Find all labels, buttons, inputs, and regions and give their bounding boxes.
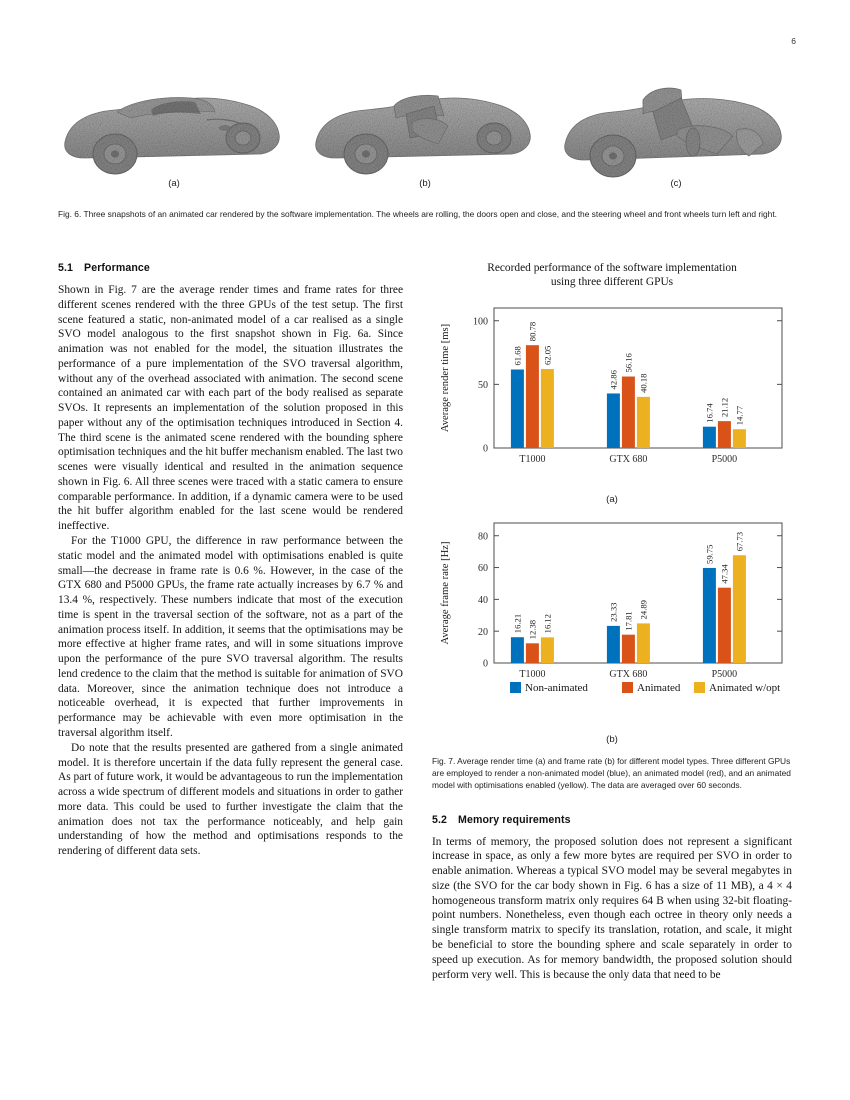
paragraph: For the T1000 GPU, the difference in raw performance between the static model and the animated model with optimisations enabled is quite small—the decrease in frame rate is 0.6 %. However, in the case of the GTX 680 and P5000 GPUs, the frame rate actually increases by 6.7 % and 13.4 %, respectively. These numbers indicate that most of the execution time is spent in the traversal section of the software, not as a part of the animation process itself. In addition, it seems that the optimisations may be more effective at higher frame rates, and will in some situations improve upon the performance of the pure SVO traversal algorithm. The results lend credence to the claim that the method is suitable for animation of SVO data. Moreover, since the animation technique does not introduce a noticeable overhead, it is expected that further improvements in performance may be achievable with even more optimisation in the traversal algorithm itself. [58, 535, 403, 739]
page-number: 6 [791, 36, 796, 46]
svg-text:T1000: T1000 [519, 668, 546, 680]
section-heading-memory [432, 814, 792, 826]
paragraph: Shown in Fig. 7 are the average render times and frame rates for three different scenes rendered with the three GPUs of the test setup. The first scene featured a static, non-animated model of a car realised as a single SVO model analogous to the first snapshot shown in Fig. 6a. Since animation was not enabled for the model, the situation illustrates the performance of a pure implementation of the SVO traversal algorithm, without any of the overhead associated with animation. The second scene contained an animated car with each part of the body realised as separate SVOs. It represents an implementation of the solution proposed in this paper without any of the optimisation techniques introduced in Section 4. The third scene is the animated scene rendered with the bounding sphere optimisation techniques and the hit buffer mechanism enabled. The last two scenes were visually identical and resulted in the animation sequence shown in Fig. 6. All three scenes were traced with a static camera to ensure comparable performance. In addition, if a dynamic camera were to be used the hit buffer algorithm enabled for the last scene would be rendered ineffective. [58, 284, 403, 533]
figure-7-sublabel-a: (a) [606, 493, 618, 505]
legend-item [510, 682, 588, 694]
svg-text:GTX 680: GTX 680 [609, 668, 648, 680]
svg-text:20: 20 [478, 626, 488, 638]
chart-render-time [432, 298, 792, 505]
svg-text:Average render time [ms]: Average render time [ms] [440, 323, 451, 432]
svg-text:23.33: 23.33 [608, 602, 619, 622]
figure-7-title [432, 262, 792, 290]
figure-7-title-line2: using three different GPUs [550, 275, 674, 288]
legend-item [694, 682, 780, 694]
svg-text:24.89: 24.89 [638, 599, 649, 620]
legend-label: Animated [637, 681, 681, 694]
svg-text:42.86: 42.86 [608, 369, 619, 390]
chart-render-time-svg [432, 298, 792, 488]
car-render-a [55, 70, 293, 192]
svg-text:14.77: 14.77 [734, 405, 745, 426]
figure-6-sublabels [55, 178, 795, 196]
figure-6-sublabel-c: (c) [670, 178, 682, 189]
paragraph: Do note that the results presented are gathered from a single animated model. It is therefore uncertain if the data fully represent the general case. As part of future work, it would be advantageous to run the implementation across a wide spectrum of different models and situations in order to gather more data. This could be used to further investigate the claim that the animation does not tax the performance noticeably, and help gain understanding of how the method and optimisations responds to the rendering of different data sets. [58, 741, 403, 858]
svg-text:17.81: 17.81 [623, 611, 634, 631]
figure-7-title-line1: Recorded performance of the software implementation [487, 262, 737, 274]
figure-6-caption: Fig. 6. Three snapshots of an animated car rendered by the software implementation. The wheels are rolling, the doors open and close, and the steering wheel and front wheels turn left and right. [58, 209, 777, 219]
section-number: 5.2 [432, 813, 448, 826]
car-render-c [557, 70, 795, 192]
right-column [432, 262, 792, 982]
svg-text:0: 0 [483, 443, 488, 455]
svg-text:T1000: T1000 [519, 453, 546, 465]
chart-frame-rate-svg [432, 513, 792, 728]
figure-7 [432, 262, 792, 792]
svg-text:16.74: 16.74 [704, 403, 715, 423]
svg-text:60: 60 [478, 562, 488, 574]
svg-text:0: 0 [483, 658, 488, 670]
legend-swatch [694, 682, 705, 693]
svg-text:50: 50 [478, 379, 488, 391]
legend-item [622, 682, 681, 694]
svg-text:P5000: P5000 [711, 453, 738, 465]
svg-text:Average frame rate [Hz]: Average frame rate [Hz] [440, 541, 451, 645]
left-column [58, 262, 403, 859]
chart-frame-rate [432, 513, 792, 745]
section-title: Performance [84, 262, 150, 274]
svg-text:40: 40 [478, 594, 488, 606]
svg-text:62.05: 62.05 [542, 345, 553, 365]
svg-text:P5000: P5000 [711, 668, 738, 680]
svg-text:40.18: 40.18 [638, 373, 649, 393]
svg-text:80.78: 80.78 [527, 321, 538, 342]
svg-text:GTX 680: GTX 680 [609, 453, 648, 465]
section-heading-performance [58, 262, 403, 274]
svg-text:100: 100 [473, 316, 488, 328]
figure-6-sublabel-b: (b) [419, 178, 431, 189]
svg-text:59.75: 59.75 [704, 544, 715, 564]
section-number: 5.1 [58, 262, 74, 274]
legend-label: Animated w/opt [709, 681, 781, 694]
svg-text:16.21: 16.21 [512, 613, 523, 634]
svg-text:16.12: 16.12 [542, 613, 553, 634]
figure-6-sublabel-a: (a) [168, 178, 180, 189]
legend-label: Non-animated [525, 681, 588, 694]
svg-text:56.16: 56.16 [623, 352, 634, 373]
figure-7-caption: Fig. 7. Average render time (a) and frame rate (b) for different model types. Three different GPUs are employed to render a non-animated model (blue), an animated model (red), and an animated model with optimisations enabled (yellow). The data are averaged over 60 seconds. [432, 755, 791, 791]
car-render-b [306, 70, 544, 192]
svg-text:61.68: 61.68 [512, 345, 523, 366]
svg-text:80: 80 [478, 531, 488, 543]
paragraph: In terms of memory, the proposed solution does not represent a significant increase in space, as only a few more bytes are required per SVO in order to enable animation. Whereas a typical SVO model may be several megabytes in size (the SVO for the car body shown in Fig. 6 has a size of 11 MB), a 4 × 4 homogeneous transform matrix only requires 64 B when using 32-bit floating-point numbers. Nonetheless, even though each octree in theory only needs a single transform matrix to specify its translation, rotation, and scale, it might be beneficial to store the bounding sphere and scale separately in order to speed up execution. As for memory bandwidth, the proposed solution should perform very well. This is because the only data that need to be [432, 835, 792, 981]
legend-swatch [510, 682, 521, 693]
legend-swatch [622, 682, 633, 693]
figure-7-sublabel-b: (b) [606, 733, 618, 745]
section-title: Memory requirements [458, 813, 571, 826]
svg-text:12.38: 12.38 [527, 619, 538, 640]
svg-text:47.34: 47.34 [719, 564, 730, 584]
svg-text:21.12: 21.12 [719, 397, 730, 417]
svg-text:67.73: 67.73 [734, 531, 745, 552]
